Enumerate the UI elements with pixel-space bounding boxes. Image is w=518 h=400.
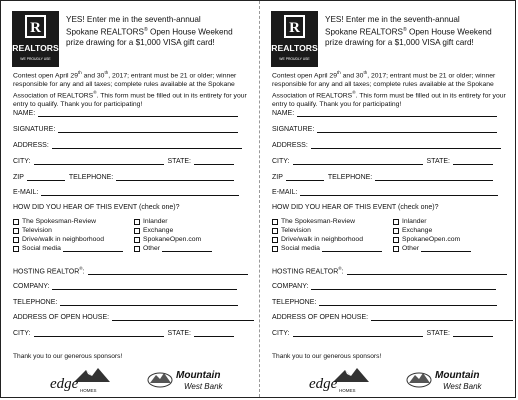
hosting-realtor-field[interactable]: HOSTING REALTOR®: bbox=[272, 266, 507, 275]
headline-line-1: YES! Enter me in the seventh-annual bbox=[325, 15, 460, 24]
option-spokaneopen[interactable]: SpokaneOpen.com bbox=[134, 235, 201, 244]
headline-line-2: Spokane REALTORS® Open House Weekend bbox=[325, 27, 492, 37]
company-field[interactable]: COMPANY: bbox=[272, 282, 496, 290]
zip-telephone-field[interactable]: ZIP TELEPHONE: bbox=[13, 173, 234, 181]
checkbox-icon[interactable] bbox=[134, 228, 140, 234]
open-house-address-field[interactable]: ADDRESS OF OPEN HOUSE: bbox=[13, 313, 254, 321]
city-state-field[interactable]: CITY: STATE: bbox=[13, 157, 234, 165]
cut-line-divider bbox=[259, 1, 260, 397]
hosting-realtor-field[interactable]: HOSTING REALTOR®: bbox=[13, 266, 248, 275]
checkbox-icon[interactable] bbox=[13, 246, 19, 252]
city-state-field[interactable]: CITY: STATE: bbox=[272, 157, 493, 165]
source-question: HOW DID YOU HEAR OF THIS EVENT (check one)? bbox=[272, 204, 439, 211]
email-field[interactable]: E-MAIL: bbox=[13, 188, 239, 196]
edge-homes-logo-icon bbox=[44, 364, 126, 394]
logo-wordmark: REALTORS bbox=[12, 43, 59, 53]
option-other[interactable]: Other bbox=[134, 244, 212, 253]
checkbox-icon[interactable] bbox=[13, 228, 19, 234]
logo-wordmark: REALTORS bbox=[271, 43, 318, 53]
svg-text:edge: edge bbox=[309, 376, 338, 392]
logo-symbol: R bbox=[30, 20, 41, 36]
address-field[interactable]: ADDRESS: bbox=[13, 141, 242, 149]
option-social-media[interactable]: Social media bbox=[13, 244, 123, 253]
option-television[interactable]: Television bbox=[13, 226, 52, 235]
option-spokesman-review[interactable]: The Spokesman-Review bbox=[272, 217, 355, 226]
option-social-media[interactable]: Social media bbox=[272, 244, 382, 253]
svg-text:Mountain: Mountain bbox=[176, 370, 221, 381]
svg-text:HOMES: HOMES bbox=[80, 388, 97, 393]
option-inlander[interactable]: Inlander bbox=[393, 217, 427, 226]
telephone-field[interactable]: TELEPHONE: bbox=[272, 298, 497, 306]
svg-text:edge: edge bbox=[50, 376, 79, 392]
checkbox-icon[interactable] bbox=[393, 219, 399, 225]
checkbox-icon[interactable] bbox=[393, 246, 399, 252]
checkbox-icon[interactable] bbox=[272, 246, 278, 252]
headline-line-3: prize drawing for a $1,000 VISA gift card! bbox=[66, 37, 215, 47]
option-exchange[interactable]: Exchange bbox=[393, 226, 432, 235]
contest-rules: Contest open April 29th and 30th, 2017; entrant must be 21 or older; winner responsible for any and all taxes; complete rules available at the Spokane Association of REALTORS®. This form must be filled out in its entirety for your entry to qualify. Thank you for participating! bbox=[272, 70, 506, 108]
checkbox-icon[interactable] bbox=[272, 237, 278, 243]
checkbox-icon[interactable] bbox=[134, 246, 140, 252]
checkbox-icon[interactable] bbox=[272, 228, 278, 234]
option-inlander[interactable]: Inlander bbox=[134, 217, 168, 226]
zip-telephone-field[interactable]: ZIP TELEPHONE: bbox=[272, 173, 493, 181]
name-field[interactable]: NAME: bbox=[272, 109, 497, 117]
logo-subtext: WE PROUDLY USE bbox=[279, 57, 310, 61]
svg-text:Mountain: Mountain bbox=[435, 370, 480, 381]
option-spokesman-review[interactable]: The Spokesman-Review bbox=[13, 217, 96, 226]
headline-line-1: YES! Enter me in the seventh-annual bbox=[66, 15, 201, 24]
open-house-city-state-field[interactable]: CITY: STATE: bbox=[272, 329, 493, 337]
logo-subtext: WE PROUDLY USE bbox=[20, 57, 51, 61]
svg-text:West Bank: West Bank bbox=[443, 382, 482, 391]
mountain-west-bank-logo-icon bbox=[405, 367, 505, 393]
entry-headline bbox=[66, 15, 256, 48]
entry-card-left bbox=[4, 1, 258, 399]
option-drive-walk[interactable]: Drive/walk in neighborhood bbox=[272, 235, 363, 244]
company-field[interactable]: COMPANY: bbox=[13, 282, 237, 290]
mountain-west-bank-logo-icon bbox=[146, 367, 246, 393]
checkbox-icon[interactable] bbox=[13, 237, 19, 243]
headline-line-3: prize drawing for a $1,000 VISA gift card! bbox=[325, 37, 474, 47]
entry-card-right bbox=[263, 1, 517, 399]
source-question: HOW DID YOU HEAR OF THIS EVENT (check one)? bbox=[13, 204, 180, 211]
realtors-logo-icon bbox=[271, 11, 318, 67]
signature-field[interactable]: SIGNATURE: bbox=[272, 125, 497, 133]
checkbox-icon[interactable] bbox=[134, 219, 140, 225]
sponsor-thanks: Thank you to our generous sponsors! bbox=[272, 353, 382, 360]
contest-rules: Contest open April 29th and 30th, 2017; entrant must be 21 or older; winner responsible for any and all taxes; complete rules available at the Spokane Association of REALTORS®. This form must be filled out in its entirety for your entry to qualify. Thank you for participating! bbox=[13, 70, 247, 108]
svg-text:West Bank: West Bank bbox=[184, 382, 223, 391]
checkbox-icon[interactable] bbox=[393, 228, 399, 234]
open-house-city-state-field[interactable]: CITY: STATE: bbox=[13, 329, 234, 337]
logo-symbol: R bbox=[289, 20, 300, 36]
headline-line-2: Spokane REALTORS® Open House Weekend bbox=[66, 27, 233, 37]
option-television[interactable]: Television bbox=[272, 226, 311, 235]
checkbox-icon[interactable] bbox=[272, 219, 278, 225]
entry-headline bbox=[325, 15, 515, 48]
email-field[interactable]: E-MAIL: bbox=[272, 188, 498, 196]
signature-field[interactable]: SIGNATURE: bbox=[13, 125, 238, 133]
checkbox-icon[interactable] bbox=[393, 237, 399, 243]
name-field[interactable]: NAME: bbox=[13, 109, 238, 117]
svg-text:HOMES: HOMES bbox=[339, 388, 356, 393]
option-exchange[interactable]: Exchange bbox=[134, 226, 173, 235]
telephone-field[interactable]: TELEPHONE: bbox=[13, 298, 238, 306]
option-other[interactable]: Other bbox=[393, 244, 471, 253]
checkbox-icon[interactable] bbox=[134, 237, 140, 243]
checkbox-icon[interactable] bbox=[13, 219, 19, 225]
open-house-address-field[interactable]: ADDRESS OF OPEN HOUSE: bbox=[272, 313, 513, 321]
edge-homes-logo-icon bbox=[303, 364, 385, 394]
option-drive-walk[interactable]: Drive/walk in neighborhood bbox=[13, 235, 104, 244]
option-spokaneopen[interactable]: SpokaneOpen.com bbox=[393, 235, 460, 244]
address-field[interactable]: ADDRESS: bbox=[272, 141, 501, 149]
realtors-logo-icon bbox=[12, 11, 59, 67]
sponsor-thanks: Thank you to our generous sponsors! bbox=[13, 353, 123, 360]
